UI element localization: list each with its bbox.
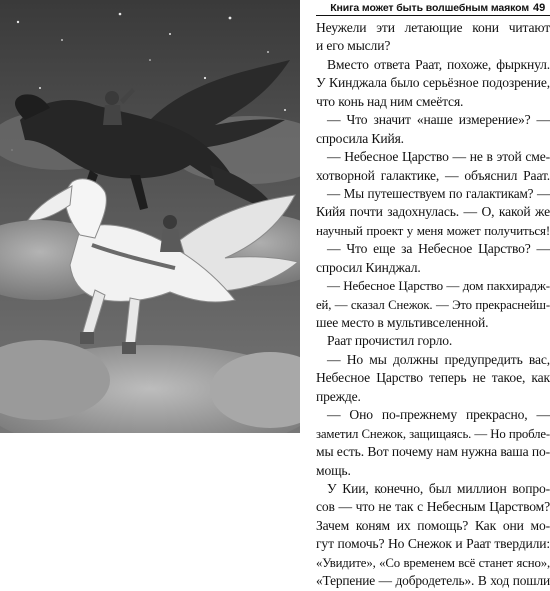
text-line: — Мы путешествуем по галактикам? — (327, 185, 550, 201)
text-line: сов — что не так с Небесным Царством? (316, 499, 550, 515)
text-line: — Но мы должны предупредить вас, (327, 351, 550, 367)
page-number: 49 (533, 2, 546, 14)
text-line: спросил Кинджал. (316, 259, 421, 275)
running-title: Книга может быть волшебным маяком (330, 2, 529, 14)
text-line: спросила Кийя. (316, 130, 404, 146)
text-line: прежде. (316, 388, 361, 404)
text-line: Неужели эти летающие кони читают (316, 20, 550, 35)
text-line: — Небесное Царство — дом пакхирадж- (327, 278, 550, 294)
text-line: У Кии, конечно, был миллион вопро- (327, 480, 550, 496)
text-line: хотворной галактике, — объяснил Раат. (316, 167, 550, 183)
text-line: У Кинджала было серьёзное подозрение, (316, 75, 550, 91)
text-line: — Небесное Царство — не в этой сме- (327, 149, 550, 165)
text-line: — Оно по-прежнему прекрасно, — (327, 407, 550, 423)
header-rule (316, 15, 550, 16)
text-line: мощь. (316, 462, 351, 478)
text-line: и его мысли? (316, 38, 391, 54)
text-line: шее место в мультивселенной. (316, 315, 489, 330)
text-line: что конь над ним смеётся. (316, 93, 464, 109)
text-line: Кийя почти задохнулась. — О, какой же (316, 204, 550, 220)
text-line: — Что еще за Небесное Царство? — (327, 241, 550, 257)
book-illustration (0, 0, 300, 433)
text-line: гут помочь? Но Снежок и Раат твердили: (316, 536, 550, 552)
text-line: Раат прочистил горло. (327, 333, 453, 349)
body-text (316, 19, 550, 591)
text-line: ей, — сказал Снежок. — Это прекраснейш- (316, 297, 550, 312)
winged-horses-illustration (0, 0, 300, 433)
text-line: мы есть. Вот почему нам нужна ваша по- (316, 444, 550, 460)
text-line: заметил Снежок, защищаясь. — Но пробле- (316, 426, 550, 441)
text-line: научный проект у меня может получиться! (316, 222, 550, 238)
text-line: «Терпение — добродетель». В ход пошли (316, 573, 550, 589)
text-line: Небесное Царство теперь не такое, как (316, 370, 550, 386)
text-line: «Увидите», «Со временем всё станет ясно», (316, 555, 550, 570)
text-line: Вместо ответа Раат, похоже, фыркнул. (327, 56, 550, 72)
text-line: — Что значит «наше измерение»? — (327, 112, 550, 128)
text-line: Зачем коням их помощь? Как они мо- (316, 517, 550, 533)
